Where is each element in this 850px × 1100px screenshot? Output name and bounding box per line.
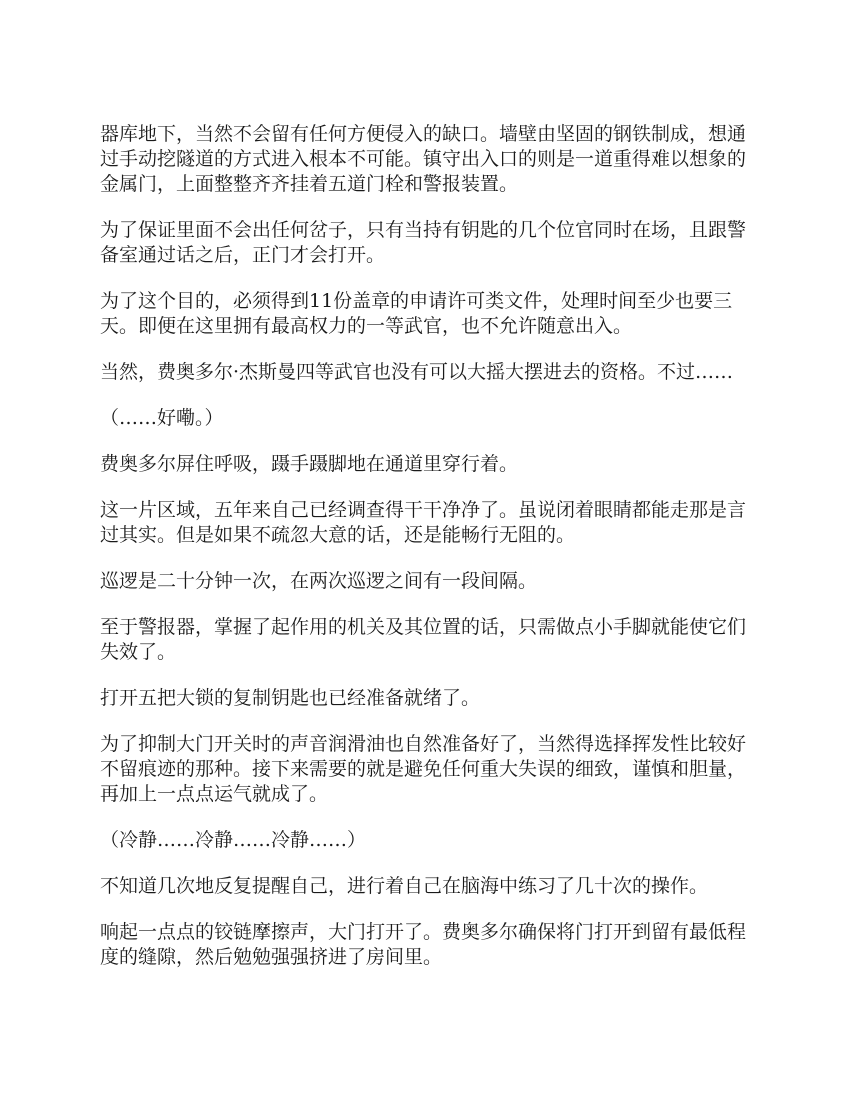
paragraph: 为了这个目的，必须得到11份盖章的申请许可类文件，处理时间至少也要三天。即便在这里拥有最高权力的一等武官，也不允许随意出入。 xyxy=(100,290,733,337)
document-page xyxy=(100,122,750,991)
paragraph: 不知道几次地反复提醒自己，进行着自己在脑海中练习了几十次的操作。 xyxy=(100,875,709,897)
paragraph: （冷静……冷静……冷静……） xyxy=(100,829,367,851)
paragraph: 费奥多尔屏住呼吸，蹑手蹑脚地在通道里穿行着。 xyxy=(100,453,519,475)
paragraph: 至于警报器，掌握了起作用的机关及其位置的话，只需做点小手脚就能使它们失效了。 xyxy=(100,616,747,663)
paragraph: 这一片区域，五年来自己已经调查得干干净净了。虽说闭着眼睛都能走那是言过其实。但是如果不疏忽大意的话，还是能畅行无阻的。 xyxy=(100,499,747,546)
paragraph: 打开五把大锁的复制钥匙也已经准备就绪了。 xyxy=(100,687,481,709)
paragraph: 响起一点点的铰链摩擦声，大门打开了。费奥多尔确保将门打开到留有最低程度的缝隙，然后勉勉强强挤进了房间里。 xyxy=(100,921,747,968)
paragraph: 当然，费奥多尔·杰斯曼四等武官也没有可以大摇大摆进去的资格。不过…… xyxy=(100,361,734,383)
paragraph: 器库地下，当然不会留有任何方便侵入的缺口。墙壁由坚固的钢铁制成，想通过手动挖隧道的方式进入根本不可能。镇守出入口的则是一道重得难以想象的金属门，上面整整齐齐挂着五道门栓和警报装置。 xyxy=(100,123,747,195)
paragraph: 为了保证里面不会出任何岔子，只有当持有钥匙的几个位官同时在场，且跟警备室通过话之后，正门才会打开。 xyxy=(100,219,747,266)
paragraph: （……好嘞。） xyxy=(100,407,224,429)
paragraph: 巡逻是二十分钟一次，在两次巡逻之间有一段间隔。 xyxy=(100,570,538,592)
paragraph: 为了抑制大门开关时的声音润滑油也自然准备好了，当然得选择挥发性比较好不留痕迹的那种。接下来需要的就是避免任何重大失误的细致，谨慎和胆量，再加上一点点运气就成了。 xyxy=(100,733,747,805)
